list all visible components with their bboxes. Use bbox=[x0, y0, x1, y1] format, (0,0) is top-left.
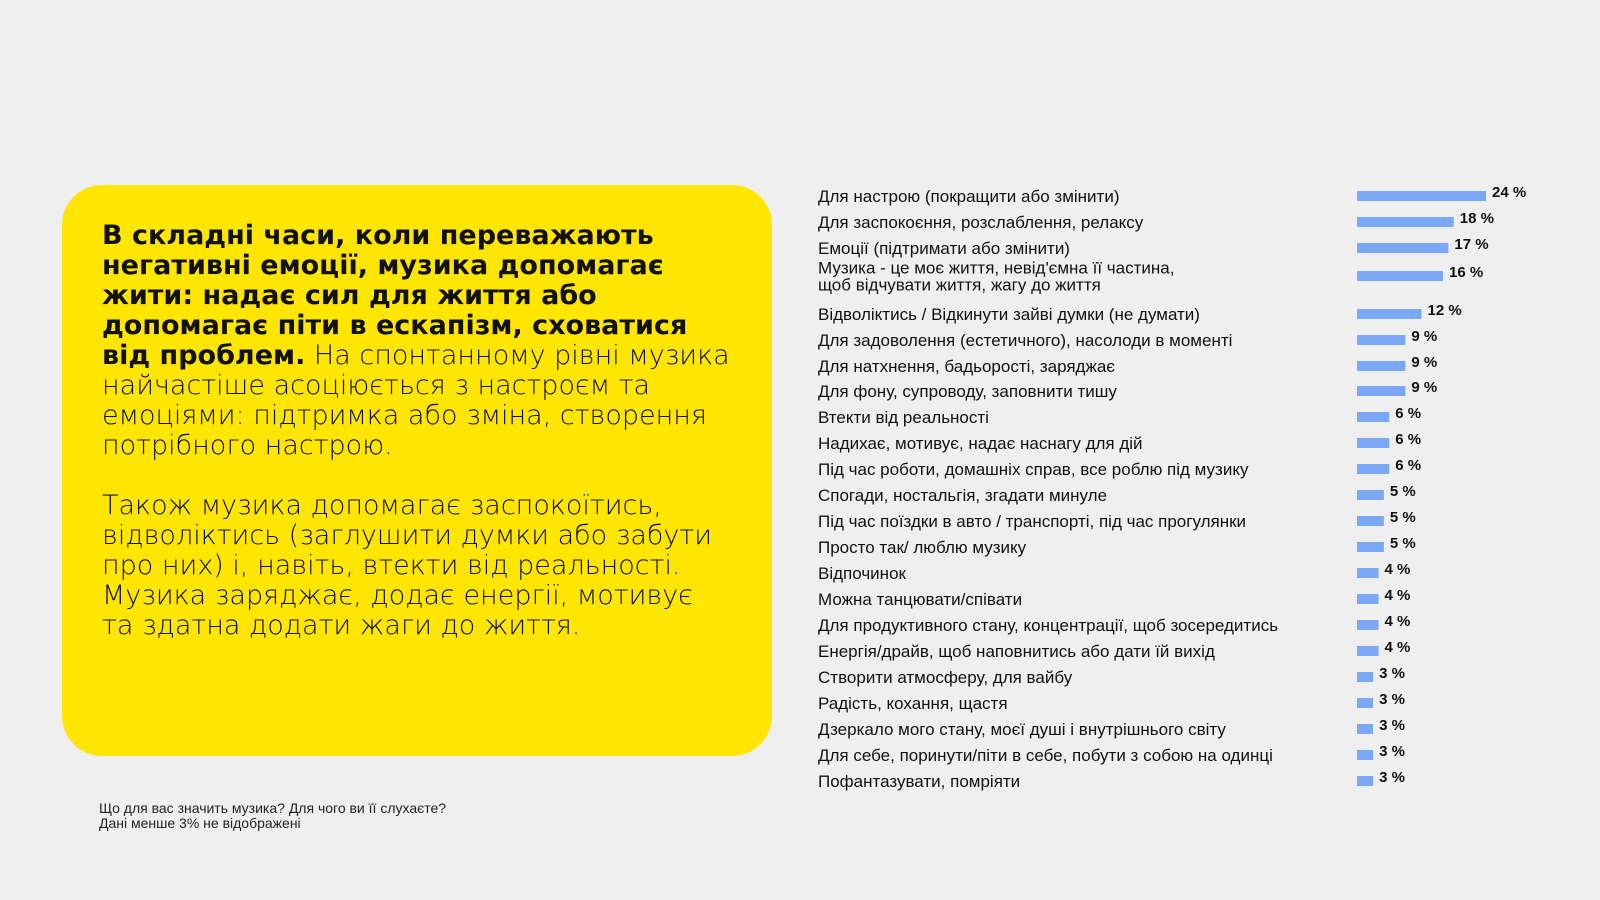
value-label: 16 % bbox=[1449, 264, 1484, 281]
summary-paragraph-2: Також музика допомагає заспокоїтись, відволіктись (заглушити думки або забути про них) і, навіть, втекти від реальності. Музика заряджає, додає енергії, мотивує та здатна додати жаги до життя. bbox=[102, 490, 713, 641]
bar bbox=[1357, 191, 1486, 201]
bar bbox=[1357, 646, 1379, 656]
footnote-question: Що для вас значить музика? Для чого ви її слухаєте? bbox=[99, 800, 447, 816]
value-label: 3 % bbox=[1379, 743, 1405, 760]
category-label-line: Радість, кохання, щастя bbox=[818, 694, 1008, 713]
category-label bbox=[818, 668, 1073, 687]
value-label: 5 % bbox=[1389, 509, 1416, 526]
bar bbox=[1357, 750, 1373, 760]
bar bbox=[1357, 335, 1405, 345]
category-label bbox=[818, 564, 907, 583]
value-label: 17 % bbox=[1454, 236, 1489, 253]
value-label: 3 % bbox=[1379, 665, 1405, 682]
category-label bbox=[818, 772, 1020, 791]
value-label: 4 % bbox=[1384, 639, 1411, 656]
bar bbox=[1357, 217, 1454, 227]
bar bbox=[1357, 776, 1373, 786]
category-label bbox=[818, 382, 1117, 401]
category-label bbox=[818, 460, 1249, 479]
bar bbox=[1357, 620, 1379, 630]
category-label bbox=[818, 746, 1273, 765]
bar bbox=[1357, 271, 1443, 281]
category-label bbox=[818, 642, 1215, 661]
bar bbox=[1357, 724, 1373, 734]
category-label-line: Спогади, ностальгія, згадати минуле bbox=[818, 486, 1108, 505]
bar bbox=[1357, 516, 1384, 526]
value-label: 24 % bbox=[1492, 184, 1527, 201]
value-label: 18 % bbox=[1459, 210, 1494, 227]
category-label-line: Під час поїздки в авто / транспорті, під час прогулянки bbox=[818, 512, 1247, 531]
category-label bbox=[818, 694, 1008, 713]
category-label-line: Емоції (підтримати або змінити) bbox=[818, 239, 1070, 258]
category-label bbox=[818, 590, 1022, 609]
category-label-line: Відволіктись / Відкинути зайві думки (не думати) bbox=[818, 305, 1200, 324]
bar bbox=[1357, 361, 1405, 371]
value-label: 5 % bbox=[1389, 535, 1416, 552]
summary-bold-text: В складні часи, коли переважають негативні емоції, музика допомагає жити: надає сил для життя або допомагає піти в ескапізм, сховатися від проблем. bbox=[102, 220, 688, 371]
category-label bbox=[818, 187, 1119, 206]
bar bbox=[1357, 490, 1384, 500]
bar bbox=[1357, 698, 1373, 708]
category-label-line: Для фону, супроводу, заповнити тишу bbox=[818, 382, 1117, 401]
value-label: 6 % bbox=[1395, 431, 1422, 448]
category-label-line: Можна танцювати/співати bbox=[818, 590, 1023, 609]
category-label bbox=[818, 408, 989, 427]
category-label-line: Відпочинок bbox=[818, 564, 906, 583]
bar bbox=[1357, 464, 1389, 474]
category-label-line: Для продуктивного стану, концентрації, щоб зосередитись bbox=[818, 616, 1279, 635]
category-label-line: Просто так/ люблю музику bbox=[818, 538, 1027, 557]
value-label: 9 % bbox=[1411, 379, 1438, 396]
category-label bbox=[818, 357, 1115, 376]
category-label-line: Для себе, поринути/піти в себе, побути з собою на одинці bbox=[818, 746, 1273, 765]
category-label bbox=[818, 720, 1226, 739]
category-label bbox=[818, 331, 1232, 350]
value-label: 4 % bbox=[1384, 613, 1411, 630]
value-label: 12 % bbox=[1427, 302, 1462, 319]
value-label: 3 % bbox=[1379, 769, 1405, 786]
bar bbox=[1357, 309, 1422, 319]
category-label-line: Пофантазувати, помріяти bbox=[818, 772, 1021, 791]
value-label: 5 % bbox=[1389, 483, 1416, 500]
category-label-line: Під час роботи, домашніх справ, все роблю під музику bbox=[818, 460, 1249, 479]
value-label: 9 % bbox=[1411, 354, 1438, 371]
category-label-line: Створити атмосферу, для вайбу bbox=[818, 668, 1073, 687]
value-label: 4 % bbox=[1384, 561, 1411, 578]
category-label bbox=[818, 239, 1070, 258]
bar bbox=[1357, 386, 1405, 396]
category-label bbox=[818, 434, 1143, 453]
bar bbox=[1357, 243, 1448, 253]
bar bbox=[1357, 542, 1384, 552]
value-label: 9 % bbox=[1411, 328, 1438, 345]
category-label-line: Дзеркало мого стану, моєї душі і внутрішнього світу bbox=[818, 720, 1226, 739]
category-label-line: Для натхнення, бадьорості, заряджає bbox=[818, 357, 1115, 376]
category-label bbox=[818, 259, 1174, 295]
bar bbox=[1357, 568, 1379, 578]
summary-regular-text: На спонтанному рівні музика найчастіше асоціюється з настроєм та емоціями: підтримка або зміна, створення потрібного настрою. bbox=[102, 340, 730, 461]
category-label-line: Енергія/драйв, щоб наповнитись або дати їй вихід bbox=[818, 642, 1215, 661]
footnote-note: Дані менше 3% не відображені bbox=[99, 815, 301, 831]
category-label-line: Надихає, мотивує, надає наснагу для дій bbox=[818, 434, 1143, 453]
bar bbox=[1357, 412, 1389, 422]
value-label: 4 % bbox=[1384, 587, 1411, 604]
category-label bbox=[818, 486, 1107, 505]
bar bbox=[1357, 672, 1373, 682]
bar bbox=[1357, 594, 1379, 604]
category-label-line: Музика - це моє життя, невід'ємна її частина, bbox=[818, 258, 1175, 278]
value-label: 3 % bbox=[1379, 691, 1405, 708]
category-label bbox=[818, 305, 1200, 324]
category-label bbox=[818, 538, 1027, 557]
category-label bbox=[818, 213, 1144, 232]
category-label-line: Для задоволення (естетичного), насолоди в моменті bbox=[818, 331, 1233, 350]
category-label-line: Втекти від реальності bbox=[818, 408, 989, 427]
value-label: 3 % bbox=[1379, 717, 1405, 734]
value-label: 6 % bbox=[1395, 457, 1422, 474]
category-label-line: Для настрою (покращити або змінити) bbox=[818, 187, 1120, 206]
category-label-line: щоб відчувати життя, жагу до життя bbox=[818, 275, 1101, 295]
category-label bbox=[818, 616, 1278, 635]
category-label-line: Для заспокоєння, розслаблення, релаксу bbox=[818, 213, 1144, 232]
value-label: 6 % bbox=[1395, 405, 1422, 422]
category-label bbox=[818, 512, 1246, 531]
bar bbox=[1357, 438, 1389, 448]
